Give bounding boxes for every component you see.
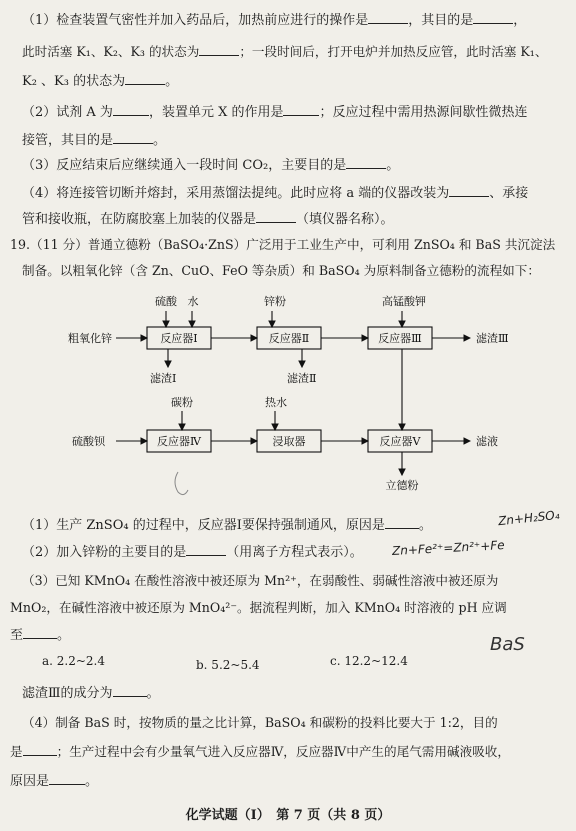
- reactor-1-label: 反应器Ⅰ: [160, 332, 198, 345]
- lithopone-label: 立德粉: [385, 479, 419, 492]
- answer-blank[interactable]: [125, 72, 165, 85]
- answer-blank[interactable]: [113, 131, 153, 144]
- q18-part4-line2: 管和接收瓶，在防腐胶塞上加装的仪器是 （填仪器名称）。: [22, 212, 394, 227]
- q19-part3-line1: （3）已知 KMnO₄ 在酸性溶液中被还原为 Mn²⁺，在弱酸性、弱碱性溶液中被还原为: [22, 573, 499, 588]
- answer-blank[interactable]: [23, 743, 57, 756]
- q19-part2: （2）加入锌粉的主要目的是 （用离子方程式表示）。: [22, 545, 363, 560]
- residue-2-label: 滤渣Ⅱ: [287, 372, 317, 385]
- answer-blank[interactable]: [199, 43, 239, 56]
- q18-part2-line1: （2）试剂 A 为 ，装置单元 X 的作用是 ；反应过程中需用热源间歇性微热连: [22, 105, 528, 120]
- answer-blank[interactable]: [113, 684, 147, 697]
- q19-part3-residue: 滤渣Ⅲ的成分为 。: [22, 686, 160, 701]
- q19-part3-line2: MnO₂，在碱性溶液中被还原为 MnO₄²⁻。据流程判断，加入 KMnO₄ 时溶液的 pH 应调: [10, 600, 507, 615]
- kmno4-label: 高锰酸钾: [382, 295, 426, 308]
- option-b: b. 5.2~5.4: [196, 658, 260, 672]
- baso4-label: 硫酸钡: [72, 435, 105, 448]
- answer-blank[interactable]: [186, 543, 226, 556]
- answer-blank[interactable]: [113, 103, 149, 116]
- handwritten-note-1: Zn+H₂SO₄: [497, 507, 561, 529]
- q19-part4-line2: 是 ；生产过程中会有少量氧气进入反应器Ⅳ，反应器Ⅳ中产生的尾气需用碱液吸收，: [10, 744, 510, 759]
- handwritten-note-2: Zn+Fe²⁺=Zn²⁺+Fe: [391, 538, 505, 558]
- q18-part1-line1: （1）检查装置气密性并加入药品后，加热前应进行的操作是 ，其目的是 ，: [22, 13, 527, 28]
- page-footer: 化学试题（Ⅰ） 第 7 页（共 8 页）: [185, 808, 391, 823]
- pencil-scribble: [175, 472, 188, 495]
- q18-part3: （3）反应结束后应继续通入一段时间 CO₂，主要目的是 。: [22, 158, 400, 173]
- answer-blank[interactable]: [449, 184, 489, 197]
- q19-part4-line1: （4）制备 BaS 时，按物质的量之比计算，BaSO₄ 和碳粉的投料比要大于 1:2，目的: [22, 715, 498, 730]
- carbon-label: 碳粉: [171, 396, 193, 409]
- answer-blank[interactable]: [283, 103, 319, 116]
- q18-part4-line1: （4）将连接管切断并熔封，采用蒸馏法提纯。此时应将 a 端的仪器改装为 、承接: [22, 186, 529, 201]
- process-flow-diagram: [0, 285, 576, 510]
- answer-blank[interactable]: [385, 516, 419, 529]
- option-a: a. 2.2~2.4: [42, 654, 106, 668]
- answer-blank[interactable]: [23, 626, 57, 639]
- reactor-2-label: 反应器Ⅱ: [268, 332, 310, 345]
- q19-intro-line1: 19.（11 分）普通立德粉（BaSO₄·ZnS）广泛用于工业生产中，可利用 ZnSO₄ 和 BaS 共沉淀法: [10, 237, 556, 252]
- zinc-powder-label: 锌粉: [264, 295, 286, 308]
- residue-3-label: 滤渣Ⅲ: [476, 332, 509, 345]
- q19-intro-line2: 制备。以粗氧化锌（含 Zn、CuO、FeO 等杂质）和 BaSO₄ 为原料制备立德粉的流程如下：: [22, 263, 540, 278]
- answer-blank[interactable]: [473, 11, 513, 24]
- hot-water-label: 热水: [265, 396, 287, 409]
- q19-part1: （1）生产 ZnSO₄ 的过程中，反应器Ⅰ要保持强制通风，原因是 。: [22, 518, 432, 533]
- answer-blank[interactable]: [49, 772, 85, 785]
- q18-part1-line2: 此时活塞 K₁、K₂、K₃ 的状态为 ；一段时间后，打开电炉并加热反应管，此时活塞 K₁、: [22, 44, 548, 59]
- q19-part4-line3: 原因是 。: [10, 774, 99, 789]
- crude-zno-label: 粗氧化锌: [68, 332, 112, 345]
- water-label: 水: [187, 295, 199, 308]
- option-c: c. 12.2~12.4: [330, 654, 408, 668]
- answer-blank[interactable]: [256, 210, 296, 223]
- leach-label: 浸取器: [272, 435, 306, 448]
- reactor-4-label: 反应器Ⅳ: [157, 435, 201, 448]
- q18-part1-line3: K₂ 、K₃ 的状态为 。: [22, 74, 179, 89]
- handwritten-note-3: BaS: [490, 634, 525, 655]
- residue-1-label: 滤渣Ⅰ: [150, 372, 177, 385]
- answer-blank[interactable]: [368, 11, 408, 24]
- answer-blank[interactable]: [346, 156, 386, 169]
- reactor-3-label: 反应器Ⅲ: [378, 332, 422, 345]
- reactor-5-label: 反应器Ⅴ: [379, 435, 421, 448]
- filtrate-label: 滤液: [476, 435, 498, 448]
- q19-part3-line3: 至 。: [10, 628, 71, 643]
- q18-part2-line2: 接管，其目的是 。: [22, 133, 167, 148]
- sulfuric-acid-label: 硫酸: [155, 295, 177, 308]
